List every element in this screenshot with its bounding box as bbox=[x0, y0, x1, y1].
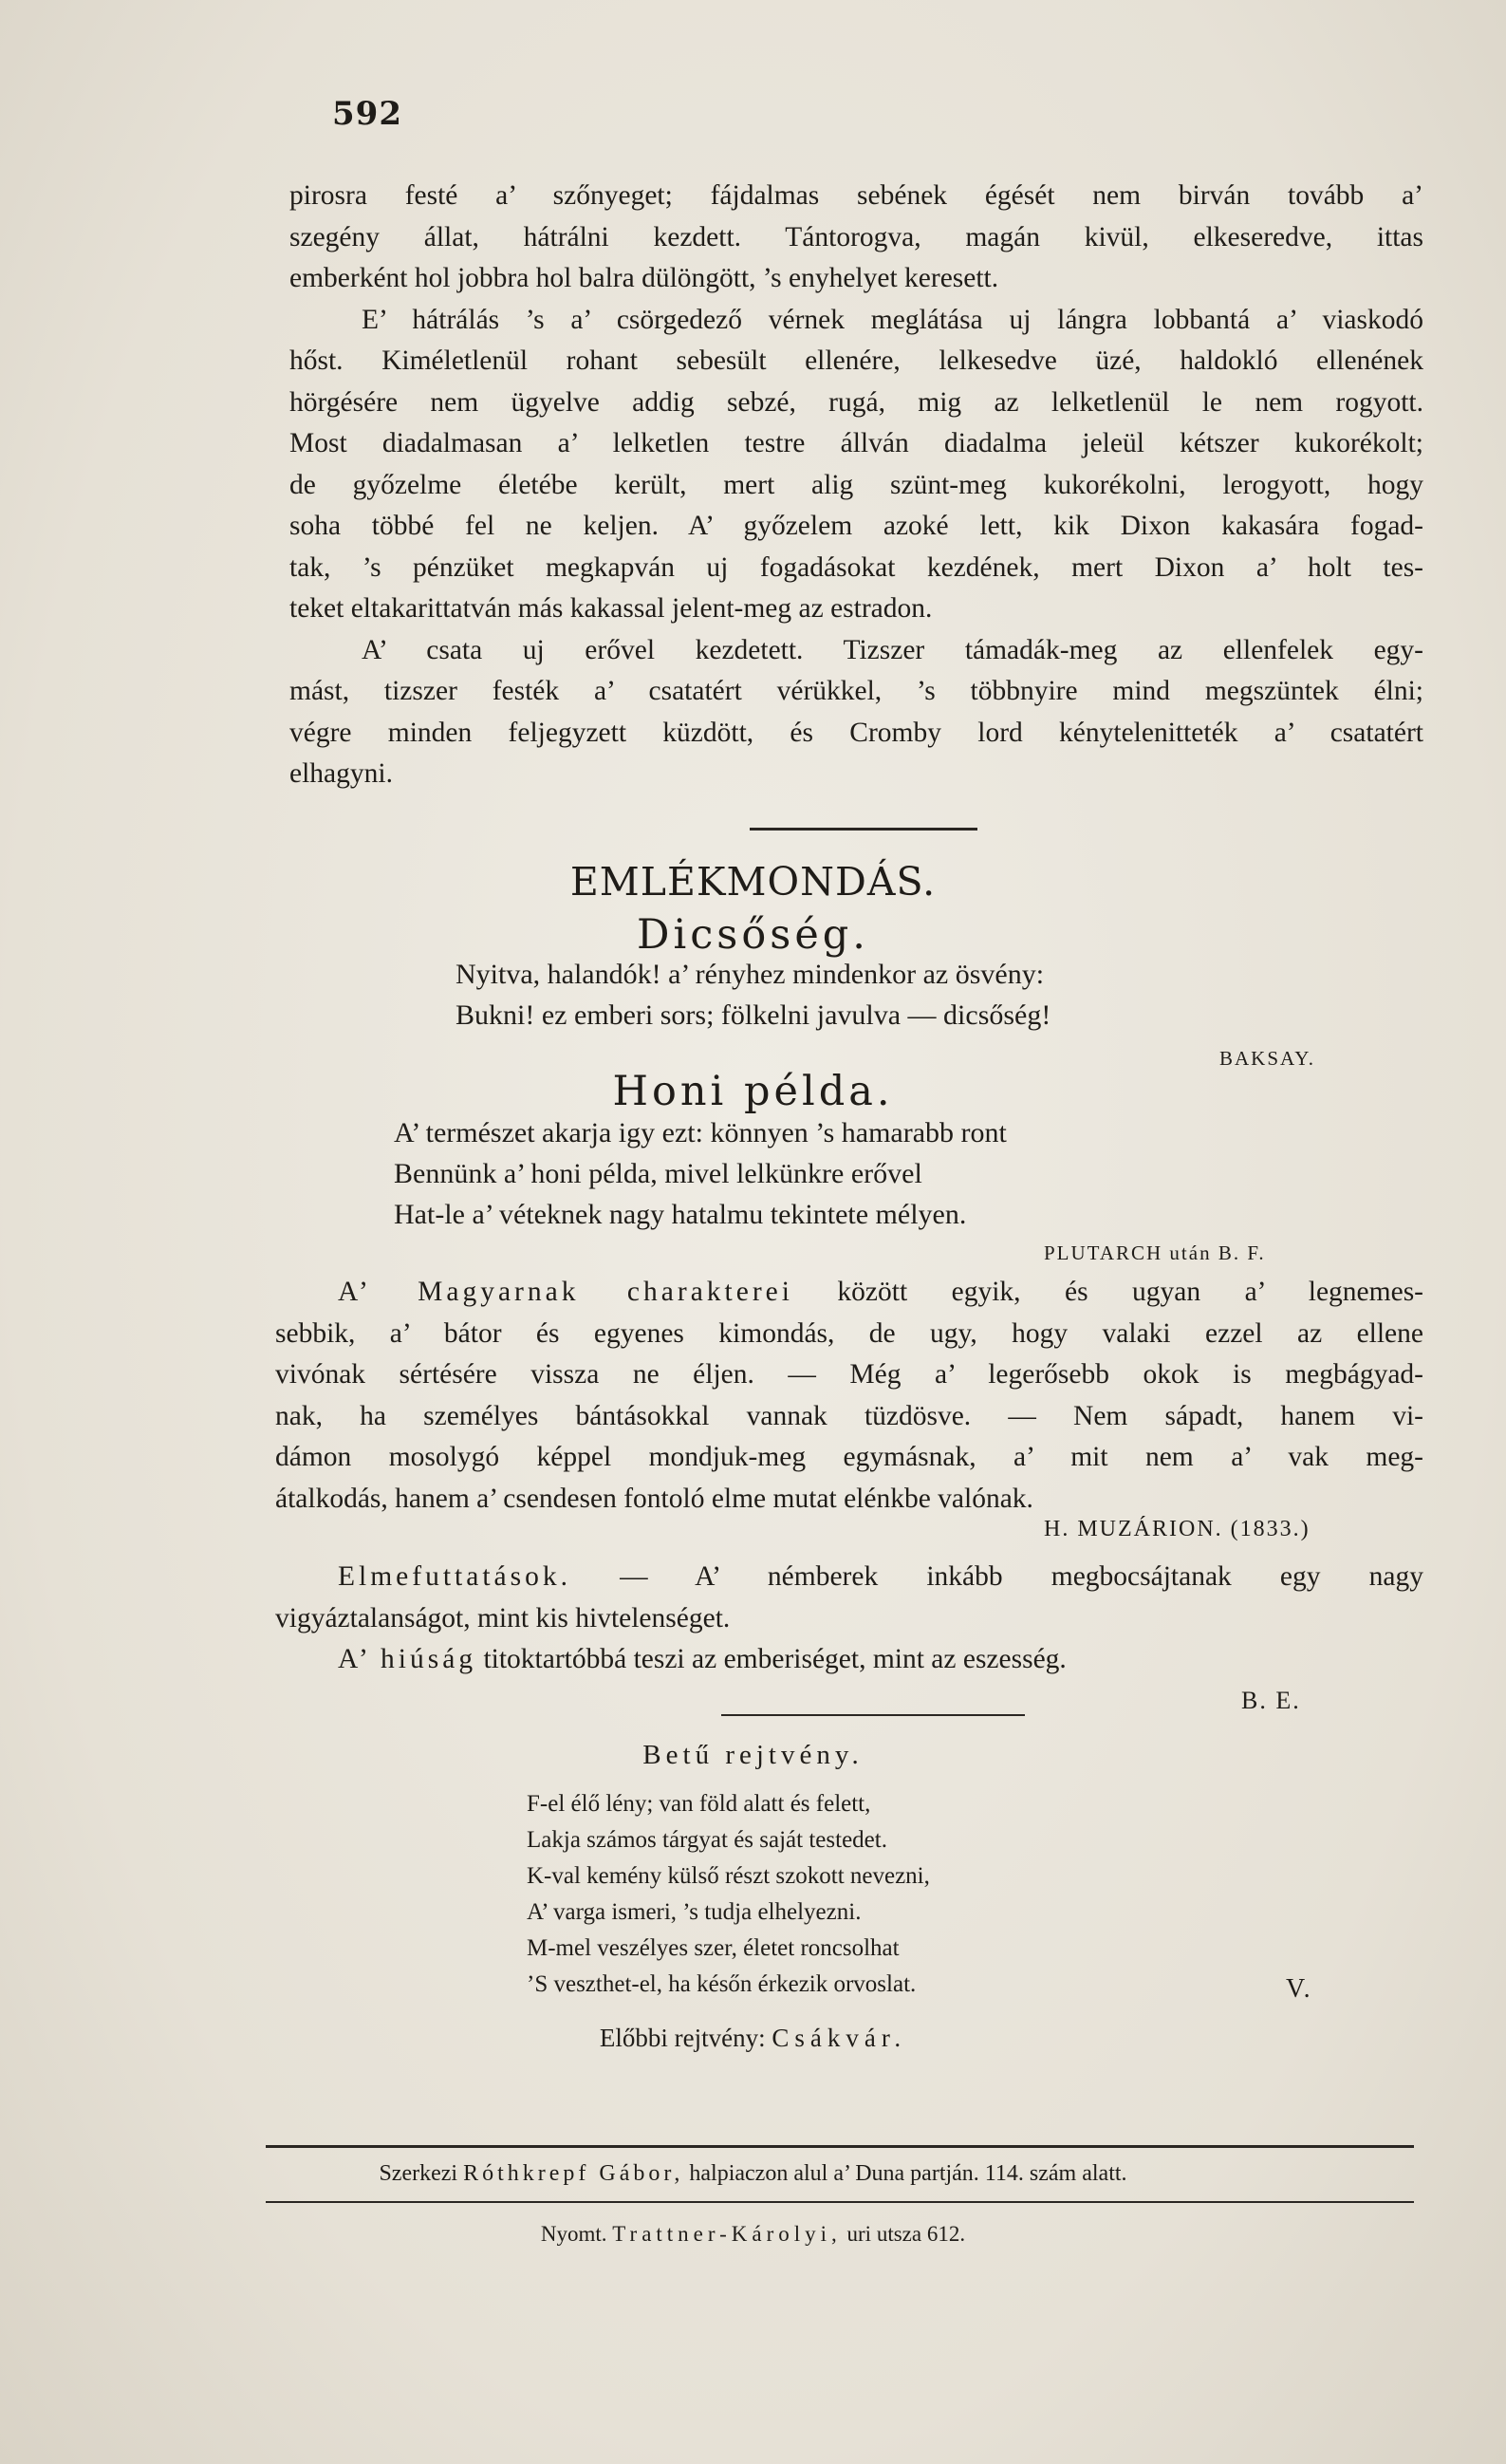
example-verse bbox=[394, 1112, 1007, 1235]
verse-line: Bukni! ez emberi sors; fölkelni javulva — dicsőség! bbox=[456, 999, 1051, 1031]
musings-paragraph bbox=[275, 1557, 1423, 1681]
character-spaced-lead: A’ Magyarnak charakterei bbox=[338, 1277, 793, 1307]
text-line: tak, ’s pénzüket megkapván uj fogadásokat kezdének, mert Dixon a’ holt tes- bbox=[289, 551, 1423, 583]
riddle-verse bbox=[527, 1786, 930, 2003]
riddle-line: M-mel veszélyes szer, életet roncsolhat bbox=[527, 1935, 900, 1961]
previous-riddle-answer bbox=[0, 2024, 1506, 2053]
musings-spaced-lead: Elmefuttatások. bbox=[338, 1561, 571, 1592]
previous-riddle-label: Előbbi rejtvény: bbox=[599, 2024, 766, 2052]
section-heading-emlekmondas: EMLÉKMONDÁS. bbox=[569, 859, 937, 905]
imprint-printer-prefix: Nyomt. bbox=[540, 2222, 607, 2246]
text-line: de győzelme életébe került, mert alig szünt-meg kukorékolni, lerogyott, hogy bbox=[289, 469, 1423, 500]
example-attribution: PLUTARCH után B. F. bbox=[1044, 1241, 1266, 1264]
riddle-line: ’S veszthet-el, ha későn érkezik orvoslat. bbox=[527, 1971, 917, 1997]
riddle-line: Lakja számos tárgyat és saját testedet. bbox=[527, 1827, 887, 1853]
text-line bbox=[275, 1557, 1423, 1598]
text-line: vigyáztalanságot, mint kis hivtelenséget. bbox=[275, 1602, 731, 1633]
previous-riddle-solution: Csákvár. bbox=[772, 2024, 907, 2052]
text-run: titoktartóbbá teszi az emberiséget, mint az eszesség. bbox=[483, 1644, 1067, 1674]
text-line bbox=[275, 1639, 1423, 1681]
text-line: végre minden feljegyzett küzdött, és Cromby lord kénytelenitteték a’ csatatért bbox=[289, 717, 1423, 748]
verse-line: Nyitva, halandók! a’ rényhez mindenkor az ösvény: bbox=[456, 959, 1045, 990]
page-number: 592 bbox=[332, 95, 402, 133]
character-paragraph bbox=[275, 1272, 1423, 1520]
text-line: A’ csata uj erővel kezdetett. Tizszer támadák-meg az ellenfelek egy- bbox=[362, 634, 1423, 665]
text-run: — A’ némberek inkább megbocsájtanak egy nagy bbox=[620, 1561, 1424, 1592]
imprint-editor-line bbox=[0, 2161, 1506, 2187]
vanity-spaced-lead: A’ hiúság bbox=[338, 1644, 477, 1674]
text-line: Most diadalmasan a’ lelketlen testre állván diadalma jeleül kétszer kukorékolt; bbox=[289, 428, 1423, 458]
subheading-dicsoseg: Dicsőség. bbox=[637, 911, 869, 959]
verse-line: Bennünk a’ honi példa, mivel lelkünkre erővel bbox=[394, 1158, 922, 1189]
riddle-line: A’ varga ismeri, ’s tudja elhelyezni. bbox=[527, 1899, 862, 1925]
text-line: nak, ha személyes bántásokkal vannak tüzdösve. — Nem sápadt, hanem vi- bbox=[275, 1400, 1423, 1431]
text-line: hőst. Kiméletlenül rohant sebesült ellenére, lelkesedve üzé, haldokló ellenének bbox=[289, 345, 1423, 376]
text-line: teket eltakarittatván más kakassal jelent-meg az estradon. bbox=[289, 593, 933, 624]
imprint-printer-address: uri utsza 612. bbox=[846, 2222, 966, 2246]
imprint-rule-bottom bbox=[266, 2201, 1414, 2203]
imprint-editor-prefix: Szerkezi bbox=[379, 2161, 458, 2186]
text-line: pirosra festé a’ szőnyeget; fájdalmas sebének égését nem birván tovább a’ bbox=[289, 180, 1423, 211]
text-line bbox=[275, 1272, 1423, 1314]
section-divider bbox=[750, 828, 977, 831]
text-line: szegény állat, hátrálni kezdett. Tántorogva, magán kivül, elkeseredve, ittas bbox=[289, 221, 1423, 252]
riddle-attribution: V. bbox=[1286, 1974, 1312, 2004]
subheading-honi-pelda: Honi példa. bbox=[612, 1068, 894, 1115]
text-line: hörgésére nem ügyelve addig sebzé, rugá, mig az lelketlenül le nem rogyott. bbox=[289, 386, 1423, 418]
text-line: vivónak sértésére vissza ne éljen. — Még a’ legerősebb okok is megbágyad- bbox=[275, 1359, 1423, 1390]
verse-line: Hat-le a’ véteknek nagy hatalmu tekintete mélyen. bbox=[394, 1199, 967, 1230]
text-line: soha többé fel ne keljen. A’ győzelem azoké lett, kik Dixon kakasára fogad- bbox=[289, 511, 1423, 541]
imprint-printer-line bbox=[0, 2222, 1506, 2247]
text-line: E’ hátrálás ’s a’ csörgedező vérnek meglátása uj lángra lobbantá a’ viaskodó bbox=[362, 304, 1423, 335]
article-continuation bbox=[289, 176, 1423, 795]
glory-attribution: BAKSAY. bbox=[1219, 1047, 1315, 1070]
character-attribution: H. MUZÁRION. (1833.) bbox=[1044, 1517, 1311, 1541]
riddle-title: Betű rejtvény. bbox=[642, 1740, 864, 1770]
text-line: elhagyni. bbox=[289, 758, 393, 789]
text-run: között egyik, és ugyan a’ legnemes- bbox=[837, 1277, 1423, 1307]
glory-verse bbox=[456, 954, 1050, 1036]
text-line: sebbik, a’ bátor és egyenes kimondás, de ugy, hogy valaki ezzel az ellene bbox=[275, 1317, 1423, 1349]
imprint-editor-name: Róthkrepf Gábor, bbox=[463, 2161, 684, 2186]
imprint-rule-top bbox=[266, 2145, 1414, 2148]
text-line: átalkodás, hanem a’ csendesen fontoló elme mutat elénkbe valónak. bbox=[275, 1483, 1033, 1514]
text-line: mást, tizszer festék a’ csatatért vérükkel, ’s többnyire mind megszüntek élni; bbox=[289, 676, 1423, 706]
text-line: dámon mosolygó képpel mondjuk-meg egymásnak, a’ mit nem a’ vak meg- bbox=[275, 1442, 1423, 1472]
riddle-line: K-val kemény külső részt szokott nevezni, bbox=[527, 1863, 930, 1889]
riddle-line: F-el élő lény; van föld alatt és felett, bbox=[527, 1791, 871, 1817]
section-divider bbox=[721, 1714, 1025, 1716]
verse-line: A’ természet akarja igy ezt: könnyen ’s hamarabb ront bbox=[394, 1117, 1007, 1148]
vanity-attribution: B. E. bbox=[1241, 1687, 1301, 1714]
imprint-printer-name: Trattner-Károlyi, bbox=[612, 2222, 842, 2246]
imprint-editor-address: halpiaczon alul a’ Duna partján. 114. szám alatt. bbox=[689, 2161, 1127, 2186]
text-line: emberként hol jobbra hol balra dülöngött, ’s enyhelyet keresett. bbox=[289, 263, 999, 293]
